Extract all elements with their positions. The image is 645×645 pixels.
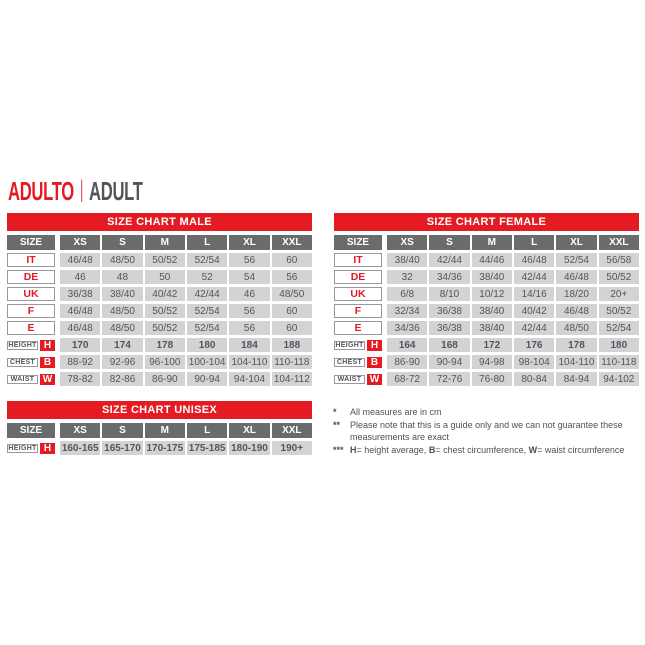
measure-label-waist [7,372,55,386]
measurement-rows [7,441,312,455]
measure-label-waist [334,372,382,386]
value-cell: 100-104 [188,356,226,368]
value-cell: 38/40 [472,270,512,284]
value-cell: 60 [272,304,312,318]
value-cell: 180 [599,338,639,352]
value-cell: 46/48 [556,270,596,284]
value-cell: 40/42 [145,287,185,301]
value-cell: 38/40 [102,287,142,301]
table-title-female: SIZE CHART FEMALE [334,213,639,231]
column-header-s: S [102,235,142,250]
row-label-it: IT [7,253,55,267]
value-cell: 172 [472,338,512,352]
value-cell: 38/40 [387,253,427,267]
value-cell: 8/10 [429,287,469,301]
value-cell: 72-76 [429,372,469,386]
value-cell: 52/54 [556,253,596,267]
value-cell: 46/48 [60,304,100,318]
corner-cell: SIZE [7,235,55,250]
column-header-xs: XS [387,235,427,250]
page-title-secondary: ADULT [89,176,143,206]
value-cell: 168 [429,338,469,352]
value-cell: 176 [514,338,554,352]
row-label-f: F [7,304,55,318]
value-cell: 98-104 [514,355,554,369]
value-cell: 32 [387,270,427,284]
footnotes [333,406,641,456]
value-cell: 170 [60,338,100,352]
measure-code-badge-b: B [367,357,382,368]
value-cell: 188 [272,338,312,352]
value-cell: 80-84 [514,372,554,386]
value-cell: 46 [229,287,269,301]
value-cell: 46/48 [60,321,100,335]
value-cell: 46/48 [556,304,596,318]
value-cell: 20+ [599,287,639,301]
column-header-xxl: XXL [599,235,639,250]
footnote-marker: ** [333,419,341,430]
column-header-xl: XL [229,235,269,250]
measure-label-chest [7,355,55,369]
value-cell: 52/54 [187,321,227,335]
size-chart-unisex-table [7,401,312,455]
value-cell: 60 [272,253,312,267]
value-cell: 90-94 [429,355,469,369]
value-cell: 104-110 [556,355,596,369]
measure-name: WAIST [7,375,38,384]
value-cell: 110-118 [599,355,639,369]
value-cell: 52 [187,270,227,284]
footnote-measures-cm [333,406,641,419]
size-chart-male-table [7,213,312,386]
corner-cell: SIZE [7,423,55,438]
measure-name: HEIGHT [8,341,37,349]
row-label-e: E [7,321,55,335]
value-cell: 42/44 [514,270,554,284]
row-label-de: DE [7,270,55,284]
value-cell: 54 [229,270,269,284]
value-cell: 175-185 [188,442,226,454]
value-cell: 48/50 [102,253,142,267]
row-label-uk: UK [334,287,382,301]
value-cell: 50/52 [599,270,639,284]
measure-row-height [334,338,639,352]
value-cell: 40/42 [514,304,554,318]
value-cell: 94-98 [472,355,512,369]
value-cell: 84-94 [556,372,596,386]
value-cell: 48 [102,270,142,284]
row-label-uk: UK [7,287,55,301]
column-header-l: L [187,235,227,250]
row-label-de: DE [334,270,382,284]
value-cell: 90-94 [187,372,227,386]
measure-label-height [7,441,55,455]
value-cell: 52/54 [187,253,227,267]
measure-row-chest [334,355,639,369]
value-cell: 88-92 [60,355,100,369]
footnote-marker: * [333,407,337,417]
value-cell: 36/38 [60,287,100,301]
size-row-it [7,253,312,267]
column-header-s: S [102,423,142,438]
column-header-l: L [514,235,554,250]
value-cell: 36/38 [429,304,469,318]
footnote-legend [333,444,641,457]
measurement-rows [7,338,312,386]
corner-cell: SIZE [334,235,382,250]
value-cell: 174 [102,338,142,352]
value-cell: 50/52 [145,304,185,318]
measure-row-waist [7,372,312,386]
column-header-m: M [145,423,185,438]
value-cell: 60 [272,321,312,335]
value-cell: 180-190 [231,442,268,454]
measure-name: CHEST [334,358,365,367]
legend-text: = height average, [356,444,429,455]
table-title-unisex: SIZE CHART UNISEX [7,401,312,419]
row-label-f: F [334,304,382,318]
value-cell: 48/50 [102,321,142,335]
footnote-text [350,444,641,457]
value-cell: 82-86 [102,372,142,386]
size-row-it [334,253,639,267]
legend-text: = chest circumference, [435,444,529,455]
value-cell: 50 [145,270,185,284]
value-cell: 14/16 [514,287,554,301]
size-row-de [334,270,639,284]
value-cell: 44/46 [472,253,512,267]
value-cell: 104-110 [229,355,269,369]
value-cell: 46/48 [514,253,554,267]
row-label-it: IT [334,253,382,267]
measure-row-height [7,441,312,455]
footnote-text: Please note that this is a guide only and we can not guarantee these measurements are exact [350,419,623,442]
column-header-xl: XL [556,235,596,250]
value-cell: 110-118 [272,355,312,369]
value-cell: 78-82 [60,372,100,386]
measure-row-waist [334,372,639,386]
page-title-primary: ADULTO [8,176,74,206]
value-cell: 34/36 [429,270,469,284]
value-cell: 52/54 [599,321,639,335]
measure-label-chest [334,355,382,369]
value-cell: 184 [229,338,269,352]
column-header-l: L [187,423,227,438]
value-cell: 46 [60,270,100,284]
value-cell: 50/52 [145,321,185,335]
value-cell: 50/52 [599,304,639,318]
value-cell: 170-175 [146,442,184,454]
value-cell: 180 [187,338,227,352]
legend-text: = waist circumference [537,444,625,455]
column-header-xxl: XXL [272,235,312,250]
size-row-e [7,321,312,335]
measure-name: WAIST [334,375,365,384]
value-cell: 104-112 [272,372,312,386]
value-cell: 56/58 [599,253,639,267]
value-cell: 32/34 [387,304,427,318]
measure-code-badge-b: B [40,357,55,368]
value-cell: 10/12 [472,287,512,301]
value-cell: 178 [556,338,596,352]
value-cell: 164 [387,338,427,352]
legend-h: H [350,444,357,455]
value-cell: 190+ [272,441,312,455]
value-cell: 36/38 [429,321,469,335]
measure-name: CHEST [7,358,38,367]
value-cell: 94-104 [229,372,269,386]
legend-b: B [428,444,436,455]
footnote-guide-only [333,419,641,444]
value-cell: 86-90 [387,355,427,369]
size-row-de [7,270,312,284]
value-cell: 18/20 [556,287,596,301]
column-header-xl: XL [229,423,269,438]
column-header-row [334,235,639,250]
measure-code-badge-w: W [40,374,55,385]
size-row-f [7,304,312,318]
value-cell: 165-170 [104,442,141,454]
size-row-e [334,321,639,335]
column-header-xs: XS [60,423,100,438]
measure-label-height [7,338,55,352]
value-cell: 42/44 [429,253,469,267]
value-cell: 86-90 [145,372,185,386]
column-header-row [7,235,312,250]
size-row-uk [334,287,639,301]
footnote-marker: *** [333,444,344,455]
measure-code-badge-h: H [40,340,55,351]
value-cell: 56 [229,253,269,267]
value-cell: 46/48 [60,253,100,267]
column-header-xxl: XXL [272,423,312,438]
value-cell: 6/8 [387,287,427,301]
measure-name: HEIGHT [8,444,37,452]
value-cell: 96-100 [145,355,185,369]
measure-code-badge-h: H [40,443,55,454]
value-cell: 38/40 [472,321,512,335]
column-header-s: S [429,235,469,250]
size-row-uk [7,287,312,301]
value-cell: 76-80 [472,372,512,386]
column-header-m: M [472,235,512,250]
footnote-text: All measures are in cm [350,407,442,417]
measure-code-badge-h: H [367,340,382,351]
measure-label-height [334,338,382,352]
value-cell: 68-72 [387,372,427,386]
measure-row-chest [7,355,312,369]
value-cell: 160-165 [61,442,99,454]
value-cell: 48/50 [556,321,596,335]
value-cell: 56 [272,270,312,284]
column-header-row [7,423,312,438]
column-header-m: M [145,235,185,250]
value-cell: 48/50 [272,287,312,301]
value-cell: 56 [229,304,269,318]
value-cell: 42/44 [187,287,227,301]
legend-w: W [528,444,538,455]
value-cell: 52/54 [187,304,227,318]
value-cell: 34/36 [387,321,427,335]
row-label-e: E [334,321,382,335]
value-cell: 42/44 [514,321,554,335]
measure-name: HEIGHT [335,341,364,349]
value-cell: 92-96 [102,355,142,369]
value-cell: 48/50 [102,304,142,318]
table-title-male: SIZE CHART MALE [7,213,312,231]
measure-row-height [7,338,312,352]
value-cell: 38/40 [472,304,512,318]
measurement-rows [334,338,639,386]
page-title [8,176,143,206]
column-header-xs: XS [60,235,100,250]
value-cell: 50/52 [145,253,185,267]
value-cell: 56 [229,321,269,335]
size-row-f [334,304,639,318]
value-cell: 178 [145,338,185,352]
value-cell: 94-102 [599,372,639,386]
title-separator: | [79,176,84,203]
measure-code-badge-w: W [367,374,382,385]
size-chart-female-table [334,213,639,386]
